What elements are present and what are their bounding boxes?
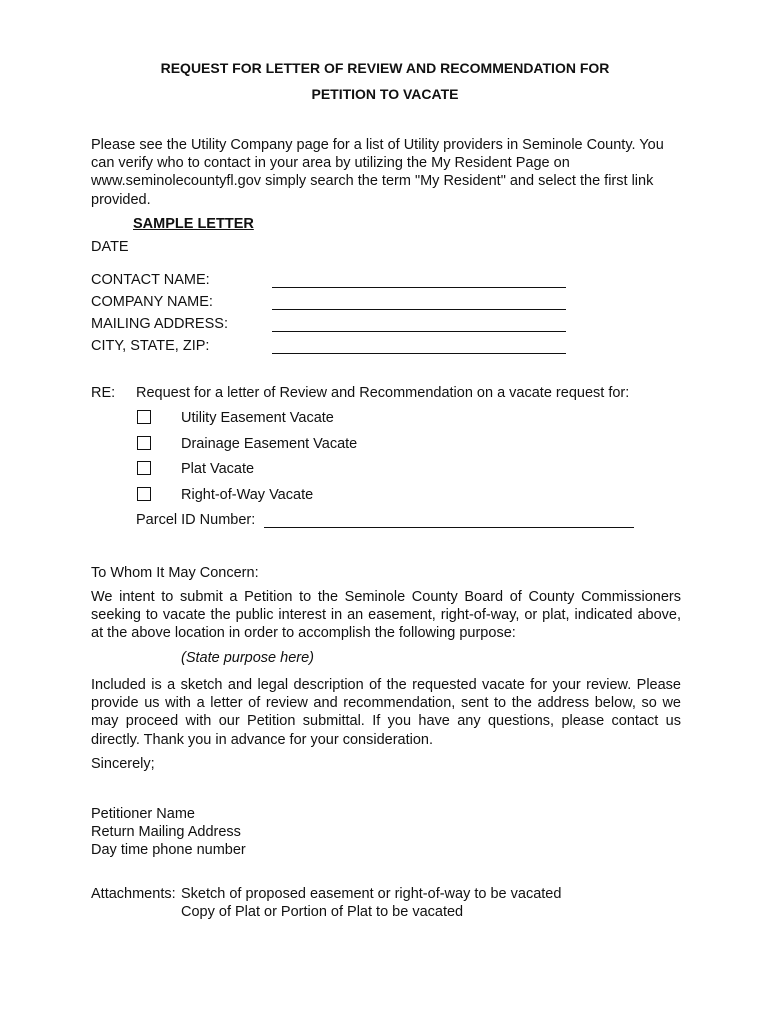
contact-name-blank[interactable]	[272, 287, 566, 288]
return-mailing-address: Return Mailing Address	[91, 824, 241, 840]
parcel-id-label: Parcel ID Number:	[136, 512, 256, 528]
drainage-easement-checkbox[interactable]	[137, 436, 151, 450]
mailing-address-blank[interactable]	[272, 331, 566, 332]
date-label: DATE	[91, 239, 129, 255]
purpose-placeholder: (State purpose here)	[181, 650, 314, 666]
closing: Sincerely;	[91, 756, 155, 772]
petitioner-name: Petitioner Name	[91, 806, 195, 822]
utility-easement-checkbox[interactable]	[137, 410, 151, 424]
mailing-address-label: MAILING ADDRESS:	[91, 316, 228, 332]
attachments-label: Attachments:	[91, 886, 176, 902]
daytime-phone: Day time phone number	[91, 842, 246, 858]
intro-paragraph: Please see the Utility Company page for a list of Utility providers in Seminole County. You can verify who to contact in your area by utilizing the My Resident Page on www.seminolecountyfl.gov simply search the term "My Resident" and select the first link provided.	[91, 137, 664, 208]
drainage-easement-label: Drainage Easement Vacate	[181, 436, 358, 452]
document-title-line1: REQUEST FOR LETTER OF REVIEW AND RECOMMENDATION FOR	[160, 60, 610, 76]
attachment-item-1: Sketch of proposed easement or right-of-way to be vacated	[181, 886, 562, 902]
re-text: Request for a letter of Review and Recommendation on a vacate request for:	[136, 385, 630, 401]
city-state-zip-label: CITY, STATE, ZIP:	[91, 338, 210, 354]
document-title-line2: PETITION TO VACATE	[311, 86, 459, 102]
right-of-way-label: Right-of-Way Vacate	[181, 487, 314, 503]
re-label: RE:	[91, 385, 116, 401]
body-paragraph-1: We intent to submit a Petition to the Seminole County Board of County Commissioners seeking to vacate the public interest in an easement, right-of-way, or plat, indicated above, at the above location in order to accomplish the following purpose:	[91, 589, 681, 642]
plat-vacate-label: Plat Vacate	[181, 461, 255, 477]
attachment-item-2: Copy of Plat or Portion of Plat to be vacated	[181, 904, 464, 920]
body-paragraph-2: Included is a sketch and legal description of the requested vacate for your review. Please provide us with a letter of review and recommendation, sent to the address below, so we may proceed with our Petition submittal. If you have any questions, please contact us directly. Thank you in advance for your consideration.	[91, 677, 681, 748]
city-state-zip-blank[interactable]	[272, 353, 566, 354]
utility-easement-label: Utility Easement Vacate	[181, 410, 334, 426]
contact-name-label: CONTACT NAME:	[91, 272, 210, 288]
right-of-way-checkbox[interactable]	[137, 487, 151, 501]
parcel-id-blank[interactable]	[264, 527, 634, 528]
company-name-label: COMPANY NAME:	[91, 294, 213, 310]
company-name-blank[interactable]	[272, 309, 566, 310]
plat-vacate-checkbox[interactable]	[137, 461, 151, 475]
sample-letter-heading: SAMPLE LETTER	[133, 216, 254, 232]
salutation: To Whom It May Concern:	[91, 565, 259, 581]
